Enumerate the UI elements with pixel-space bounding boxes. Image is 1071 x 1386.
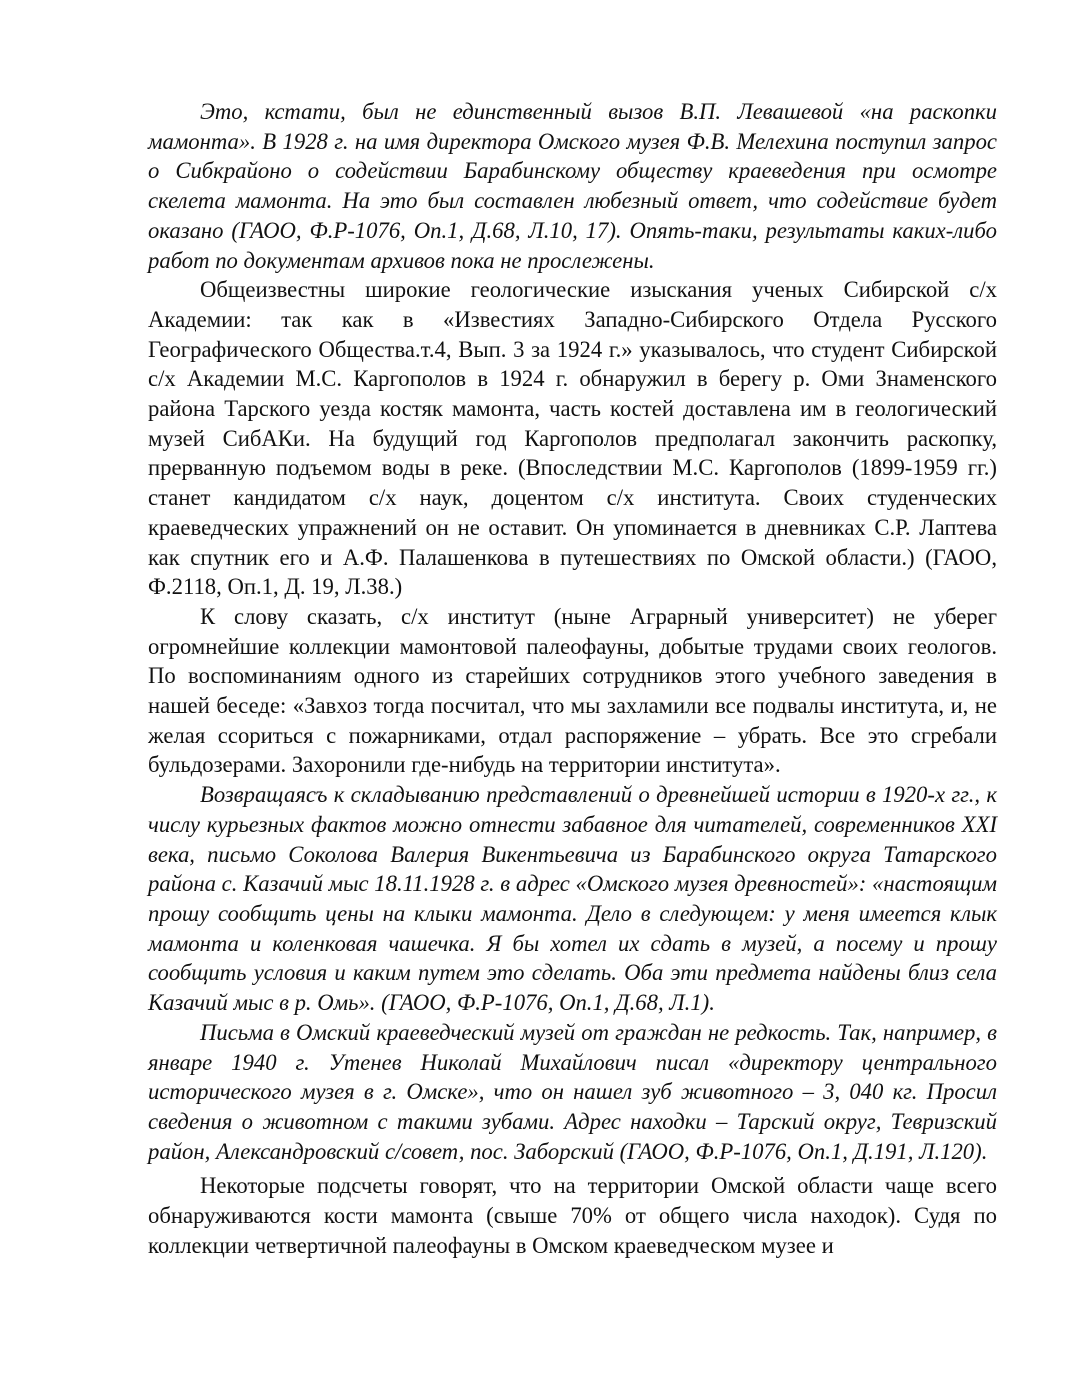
paragraph-lost-collections: К слову сказать, с/х институт (ныне Аграрный университет) не уберег огромнейшие коллекции мамонтовой палеофауны, добытые трудами своих геологов. По воспоминаниям одного из старейших сотрудников этого учебного заведения в нашей беседе: «Завхоз тогда посчитал, что мы захламили все подвалы института, и, не желая ссориться с пожарниками, отдал распоряжение – убрать. Все это сгребали бульдозерами. Захоронили где-нибудь на территории института». <box>148 603 997 778</box>
document-page <box>148 97 997 1260</box>
paragraph-utenev-letter: Письма в Омский краеведческий музей от граждан не редкость. Так, например, в январе 1940 г. Утенев Николай Михайлович писал «директору центрального исторического музея в г. Омске», что он нашел зуб животного – 3, 040 кг. Просил сведения о животном с такими зубами. Адрес находки – Тарский округ, Тевризский район, Александровский с/совет, пос. Заборский (ГАОО, Ф.Р-1076, Оп.1, Д.191, Л.120). <box>148 1019 997 1164</box>
paragraph-agricultural-academy-research: Общеизвестны широкие геологические изыскания ученых Сибирской с/х Академии: так как в «Известиях Западно-Сибирского Отдела Русского Географического Общества.т.4, Вып. 3 за 1924 г.» указывалось, что студент Сибирской с/х Академии М.С. Каргополов в 1924 г. обнаружил в берегу р. Оми Знаменского района Тарского уезда костяк мамонта, часть костей доставлена им в геологический музей СибАКи. На будущий год Каргополов предполагал закончить раскопку, прерванную подъемом воды в реке. (Впоследствии М.С. Каргополов (1899-1959 гг.) станет кандидатом с/х наук, доцентом с/х института. Своих студенческих краеведческих упражнений он не оставит. Он упоминается в дневниках С.Р. Лаптева как спутник его и А.Ф. Палашенкова в путешествиях по Омской области.) (ГАОО, Ф.2118, Оп.1, Д. 19, Л.38.) <box>148 277 997 600</box>
paragraph-levasheva-mammoth-excavation: Это, кстати, был не единственный вызов В.П. Левашевой «на раскопки мамонта». В 1928 г. на имя директора Омского музея Ф.В. Мелехина поступил запрос о Сибкрайоно о содействии Барабинскому обществу краеведения при осмотре скелета мамонта. На это был составлен любезный ответ, что содействие будет оказано (ГАОО, Ф.Р-1076, Оп.1, Д.68, Л.10, 17). Опять-таки, результаты каких-либо работ по документам архивов пока не прослежены. <box>148 99 997 273</box>
paragraph-sokolov-letter: Возвращаясъ к складыванию представлений о древнейшей истории в 1920-х гг., к числу курьезных фактов можно отнести забавное для читателей, современников XXI века, письмо Соколова Валерия Викентьевича из Барабинского округа Татарского района с. Казачий мыс 18.11.1928 г. в адрес «Омского музея древностей»: «настоящим прошу сообщить цены на клыки мамонта. Дело в следующем: у меня имеется клык мамонта и коленковая чашечка. Я бы хотел их сдать в музей, а посему и прошу сообщить условия и каким путем это сделать. Оба эти предмета найдены близ села Казачий мыс в р. Омь». (ГАОО, Ф.Р-1076, Оп.1, Д.68, Л.1). <box>148 782 997 1016</box>
paragraph-mammoth-finds-statistics: Некоторые подсчеты говорят, что на территории Омской области чаще всего обнаруживаются кости мамонта (свыше 70% от общего числа находок). Судя по коллекции четвертичной палеофауны в Омском краеведческом музее и <box>148 1173 997 1258</box>
